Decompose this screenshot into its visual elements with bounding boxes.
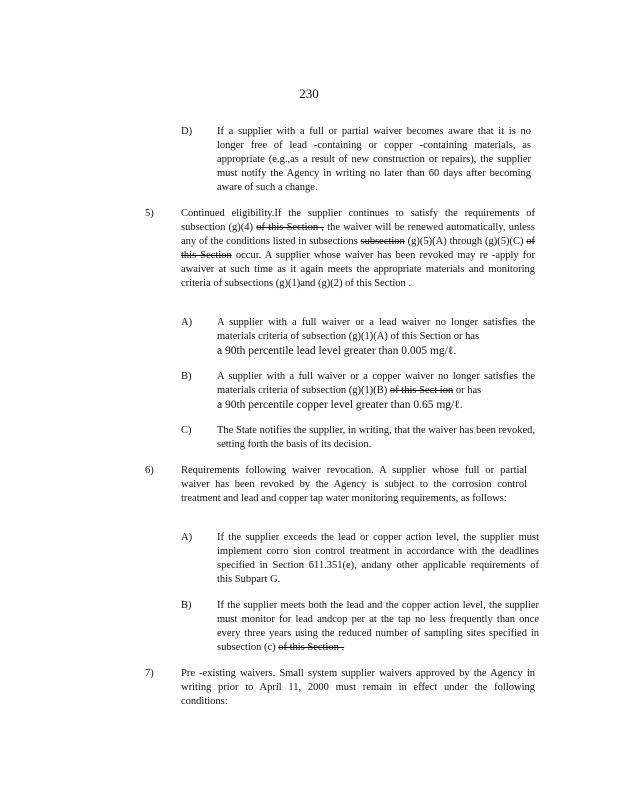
item-6b-strike1: of this Section . (278, 642, 345, 653)
item-7-text: Pre -existing waivers. Small system supplier waivers approved by the Agency in writing prior to April 11, 2000 must remain in effect under the following conditions: (181, 668, 535, 707)
item-5c-text: The State notifies the supplier, in writing, that the waiver has been revoked, setting forth the basis of its decision. (217, 425, 535, 450)
item-6b-text (217, 599, 539, 655)
item-5b-line2: a 90th percentile copper level greater than 0.65 mg/ℓ. (217, 399, 463, 411)
item-5a-label: A) (181, 317, 193, 328)
item-5a-text (217, 316, 535, 358)
item-d-text: If a supplier with a full or partial waiver becomes aware that it is no longer free of lead -containing or copper -containing materials, as appropriate (e.g.,as a result of new construction or repairs), the supplier must notify the Agency in writing no later than 60 days after becoming aware of such a change. (217, 126, 531, 193)
item-5b-part2: or has (455, 385, 482, 396)
item-6b-part1: If the supplier meets both the lead and the copper action level, the supplier must monitor for lead andcop per at the tap no less frequently than once every three years using the reduced number of sampling sites specified in subsection (c) (217, 600, 539, 653)
item-5-part2: the waiver will be renewed automatically, unless any of the conditions listed in subsections (181, 222, 535, 247)
item-5c-label: C) (181, 425, 192, 436)
item-5b-strike1: of this Sect ion (389, 385, 454, 396)
item-5-strike3: of this Section (181, 236, 536, 261)
item-5-strike2: subsection (360, 236, 405, 247)
item-5b-part1: A supplier with a full waiver or a copper waiver no longer satisfies the materials criteria of subsection (g)(1)(B) (217, 371, 535, 396)
item-5-part1: Continued eligibility.If the supplier continues to satisfy the requirements of subsection (g)(4) (181, 208, 535, 233)
item-6-text: Requirements following waiver revocation. A supplier whose full or partial waiver has been revoked by the Agency is subject to the corrosion control treatment and lead and copper tap water monitoring requirements, as follows: (181, 465, 527, 504)
item-5-strike1: of this Section , (256, 222, 324, 233)
item-5b-label: B) (181, 371, 192, 382)
item-7-label: 7) (145, 668, 154, 679)
item-5-part3: (g)(5)(A) through (g)(5)(C) (407, 236, 524, 247)
item-6-label: 6) (145, 465, 154, 476)
page-number: 230 (299, 86, 319, 101)
item-5-part4: occur. A supplier whose waiver has been revoked may re -apply for awaiver at such time as it again meets the appropriate materials and monitoring criteria of subsections (g)(1)and (g)(2) of this Section . (181, 250, 536, 289)
item-d-label: D) (181, 126, 193, 137)
item-5-text (181, 207, 535, 291)
item-5b-text (217, 370, 535, 412)
item-6b-label: B) (181, 600, 192, 611)
item-5-label: 5) (145, 208, 154, 219)
item-5a-line1: A supplier with a full waiver or a lead waiver no longer satisfies the materials criteria of subsection (g)(1)(A) of this Section or has (217, 317, 535, 342)
item-6a-label: A) (181, 532, 193, 543)
item-5a-line2: a 90th percentile lead level greater than 0.005 mg/ℓ. (217, 345, 457, 357)
item-6a-text: If the supplier exceeds the lead or copper action level, the supplier must implement corro sion control treatment in accordance with the deadlines specified in Section 611.351(e), andany other applicable requirements of this Subpart G. (217, 532, 539, 585)
